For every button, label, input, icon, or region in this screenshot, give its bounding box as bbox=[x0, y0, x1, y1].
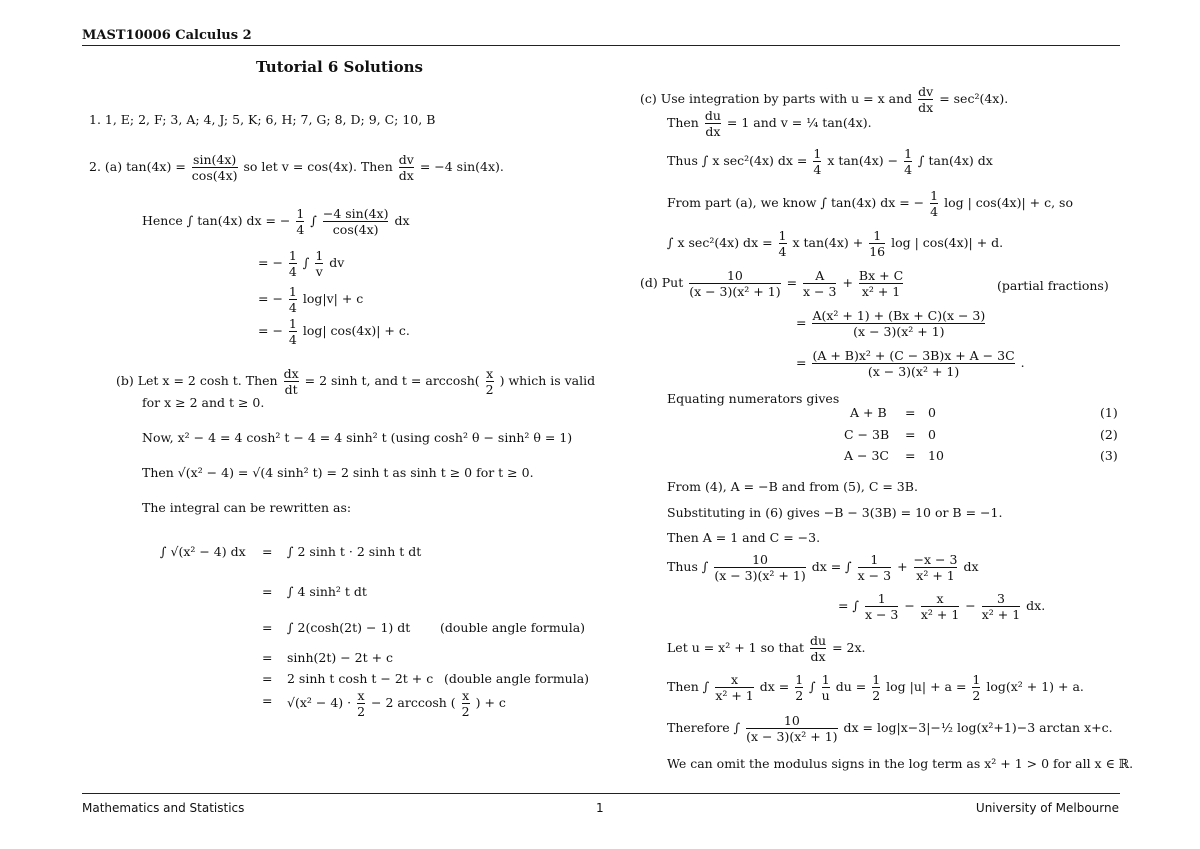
header-rule bbox=[82, 45, 1120, 46]
q2d-let: Let u = x² + 1 so that $\frac{du}{dx}$ = 2x. bbox=[667, 633, 866, 664]
fraction: $\frac{10}{\text{(x − 3)(x² + 1)}}$ bbox=[689, 268, 781, 299]
q2d-then2: Then ∫ $\frac{x}{\text{x² + 1}}$ dx = $\frac{1}{2}$ ∫ $\frac{1}{u}$ du = $\frac{1}{2}$ log |u| + a = $\frac{1}{2}$ log(x² + 1) + a. bbox=[667, 672, 1084, 703]
eq-sign: = bbox=[262, 650, 273, 665]
q2c-line4: From part (a), we know ∫ tan(4x) dx = − $\frac{1}{4}$ log | cos(4x)| + c, so bbox=[667, 188, 1073, 219]
q2b-int-rhs6: √(x² − 4) · $\frac{x}{2}$ − 2 arccosh ( $\frac{x}{2}$ ) + c bbox=[287, 688, 506, 719]
q2b-line2: for x ≥ 2 and t ≥ 0. bbox=[142, 395, 265, 410]
sys-eq-3: = bbox=[905, 448, 916, 463]
sys-eq-2: = bbox=[905, 427, 916, 442]
fraction: $\frac{dv}{dx}$ bbox=[398, 152, 414, 183]
fraction: $\frac{10}{\text{(x − 3)(x² + 1)}}$ bbox=[714, 552, 806, 583]
q1-answers: 1. 1, E; 2, F; 3, A; 4, J; 5, K; 6, H; 7, G; 8, D; 9, C; 10, B bbox=[89, 112, 436, 127]
sys-lhs-1: A + B bbox=[850, 405, 887, 420]
sys-tag-3: (3) bbox=[1100, 448, 1118, 463]
fraction: $\frac{x}{\text{x² + 1}}$ bbox=[920, 591, 960, 622]
sys-rhs-2: 0 bbox=[928, 427, 936, 442]
fraction: $\frac{dx}{dt}$ bbox=[283, 366, 299, 397]
q2c-line1: (c) Use integration by parts with u = x and $\frac{dv}{dx}$ = sec²(4x). bbox=[640, 84, 1009, 115]
fraction: $\frac{1}{4}$ bbox=[930, 188, 939, 219]
sys-rhs-3: 10 bbox=[928, 448, 944, 463]
fraction: $\frac{\text{A(x² + 1) + (Bx + C)(x − 3)}}{\text{(x − 3)(x² + 1)}}$ bbox=[812, 308, 986, 339]
q2b-line1: (b) Let x = 2 cosh t. Then $\frac{dx}{dt}$ = 2 sinh t, and t = arccosh( $\frac{x}{2}$ ) which is valid bbox=[116, 366, 596, 397]
page-title: Tutorial 6 Solutions bbox=[256, 58, 423, 76]
fraction: $\frac{1}{4}$ bbox=[288, 316, 297, 347]
eq-sign: = bbox=[262, 693, 273, 708]
fraction: $\frac{A}{x - 3}$ bbox=[803, 268, 837, 299]
fraction: $\frac{Bx + C}{\text{x² + 1}}$ bbox=[858, 268, 904, 299]
fraction: $\frac{3}{\text{x² + 1}}$ bbox=[981, 591, 1021, 622]
q2b-int-rhs2: ∫ 4 sinh² t dt bbox=[287, 584, 367, 599]
fraction: $\frac{\text{(A + B)x² + (C − 3B)x + A − 3C}}{\text{(x − 3)(x² + 1)}}$ bbox=[812, 348, 1015, 379]
fraction: $\frac{1}{v}$ bbox=[315, 248, 324, 279]
q2d-therefore: Therefore ∫ $\frac{10}{\text{(x − 3)(x² + 1)}}$ dx = log|x−3|−½ log(x²+1)−3 arctan x+c. bbox=[667, 713, 1113, 744]
footer-right: University of Melbourne bbox=[975, 801, 1119, 815]
q2b-int-rhs3: ∫ 2(cosh(2t) − 1) dt bbox=[287, 620, 411, 635]
sys-tag-1: (1) bbox=[1100, 405, 1118, 420]
q2a-step4: = − $\frac{1}{4}$ log| cos(4x)| + c. bbox=[258, 316, 410, 347]
q2b-int-rhs4: sinh(2t) − 2t + c bbox=[287, 650, 394, 665]
footer-rule bbox=[82, 793, 1120, 794]
q2b-note1: (double angle formula) bbox=[440, 620, 586, 635]
eq-sign: = bbox=[262, 671, 273, 686]
fraction: $\frac{10}{\text{(x − 3)(x² + 1)}}$ bbox=[746, 713, 838, 744]
fraction: $\frac{x}{2}$ bbox=[485, 366, 494, 397]
q2d-row3: = $\frac{\text{(A + B)x² + (C − 3B)x + A − 3C}}{\text{(x − 3)(x² + 1)}}$ . bbox=[796, 348, 1025, 379]
fraction: $\frac{1}{4}$ bbox=[288, 284, 297, 315]
fraction: $\frac{1}{x - 3}$ bbox=[864, 591, 899, 622]
page-number: 1 bbox=[596, 801, 604, 815]
running-header: MAST10006 Calculus 2 bbox=[82, 28, 252, 43]
fraction: $\frac{1}{4}$ bbox=[813, 146, 822, 177]
fraction: $\frac{x}{2}$ bbox=[357, 688, 366, 719]
fraction: $\frac{-4 \sin(4x)}{\cos(4x)}$ bbox=[322, 206, 389, 237]
fraction: $\frac{1}{4}$ bbox=[296, 206, 305, 237]
fraction: $\frac{1}{4}$ bbox=[288, 248, 297, 279]
fraction: $\frac{1}{4}$ bbox=[778, 228, 787, 259]
q2b-int-rhs5: 2 sinh t cosh t − 2t + c bbox=[287, 671, 434, 686]
q2d-then: Then A = 1 and C = −3. bbox=[667, 530, 821, 545]
q2d-subst: Substituting in (6) gives −B − 3(3B) = 10 or B = −1. bbox=[667, 505, 1003, 520]
sys-tag-2: (2) bbox=[1100, 427, 1118, 442]
sys-lhs-3: A − 3C bbox=[844, 448, 889, 463]
fraction: $\frac{1}{2}$ bbox=[872, 672, 881, 703]
q2a-hence: Hence ∫ tan(4x) dx = − $\frac{1}{4}$ ∫ $\frac{-4 \sin(4x)}{\cos(4x)}$ dx bbox=[142, 206, 410, 237]
fraction: $\frac{1}{16}$ bbox=[869, 228, 886, 259]
sys-rhs-1: 0 bbox=[928, 405, 936, 420]
q2d-equating: Equating numerators gives bbox=[667, 391, 840, 406]
q2a-step3: = − $\frac{1}{4}$ log|v| + c bbox=[258, 284, 364, 315]
q2b-line5: The integral can be rewritten as: bbox=[142, 500, 352, 515]
q2a-step2: = − $\frac{1}{4}$ ∫ $\frac{1}{v}$ dv bbox=[258, 248, 345, 279]
fraction: $\frac{du}{dx}$ bbox=[810, 633, 827, 664]
q2a-line1: 2. (a) tan(4x) = $\frac{\sin(4x)}{\cos(4x)}$ so let v = cos(4x). Then $\frac{dv}{dx}$ = −4 sin(4x). bbox=[89, 152, 504, 183]
fraction: $\frac{-x - 3}{\text{x² + 1}}$ bbox=[913, 552, 958, 583]
q2b-line4: Then √(x² − 4) = √(4 sinh² t) = 2 sinh t as sinh t ≥ 0 for t ≥ 0. bbox=[142, 465, 534, 480]
q2b-line3: Now, x² − 4 = 4 cosh² t − 4 = 4 sinh² t (using cosh² θ − sinh² θ = 1) bbox=[142, 430, 573, 445]
q2d-omit: We can omit the modulus signs in the log term as x² + 1 > 0 for all x ∈ ℝ. bbox=[667, 756, 1134, 771]
fraction: $\frac{1}{2}$ bbox=[795, 672, 804, 703]
q2c-line2: Then $\frac{du}{dx}$ = 1 and v = ¼ tan(4x). bbox=[667, 108, 872, 139]
fraction: $\frac{du}{dx}$ bbox=[704, 108, 721, 139]
fraction: $\frac{x}{\text{x² + 1}}$ bbox=[715, 672, 754, 703]
eq-sign: = bbox=[262, 620, 273, 635]
fraction: $\frac{1}{u}$ bbox=[821, 672, 830, 703]
fraction: $\frac{1}{2}$ bbox=[972, 672, 981, 703]
eq-sign: = bbox=[262, 544, 273, 559]
fraction: $\frac{x}{2}$ bbox=[461, 688, 470, 719]
q2d-thus: Thus ∫ $\frac{10}{\text{(x − 3)(x² + 1)}}$ dx = ∫ $\frac{1}{x - 3}$ + $\frac{-x - 3}{\text{x² + 1}}$ dx bbox=[667, 552, 979, 583]
q2c-line5: ∫ x sec²(4x) dx = $\frac{1}{4}$ x tan(4x) + $\frac{1}{16}$ log | cos(4x)| + d. bbox=[667, 228, 1004, 259]
sys-eq-1: = bbox=[905, 405, 916, 420]
fraction: $\frac{\sin(4x)}{\cos(4x)}$ bbox=[191, 152, 238, 183]
eq-sign: = bbox=[262, 584, 273, 599]
q2b-int-lhs: ∫ √(x² − 4) dx bbox=[160, 544, 246, 559]
fraction: $\frac{1}{x - 3}$ bbox=[857, 552, 892, 583]
q2d-from: From (4), A = −B and from (5), C = 3B. bbox=[667, 479, 918, 494]
q2b-note2: (double angle formula) bbox=[444, 671, 590, 686]
fraction: $\frac{1}{4}$ bbox=[904, 146, 913, 177]
footer-left: Mathematics and Statistics bbox=[82, 801, 245, 815]
fraction: $\frac{dv}{dx}$ bbox=[918, 84, 934, 115]
sys-lhs-2: C − 3B bbox=[844, 427, 890, 442]
q2d-row2: = $\frac{\text{A(x² + 1) + (Bx + C)(x − 3)}}{\text{(x − 3)(x² + 1)}}$ bbox=[796, 308, 986, 339]
q2b-int-rhs1: ∫ 2 sinh t · 2 sinh t dt bbox=[287, 544, 422, 559]
q2c-line3: Thus ∫ x sec²(4x) dx = $\frac{1}{4}$ x tan(4x) − $\frac{1}{4}$ ∫ tan(4x) dx bbox=[667, 146, 993, 177]
q2d-row5: = ∫ $\frac{1}{x - 3}$ − $\frac{x}{\text{x² + 1}}$ − $\frac{3}{\text{x² + 1}}$ dx. bbox=[838, 591, 1046, 622]
q2d-put: (d) Put $\frac{10}{\text{(x − 3)(x² + 1)}}$ = $\frac{A}{x - 3}$ + $\frac{Bx + C}{\text{x² + 1}}$ bbox=[640, 268, 904, 299]
q2d-note: (partial fractions) bbox=[997, 278, 1109, 293]
